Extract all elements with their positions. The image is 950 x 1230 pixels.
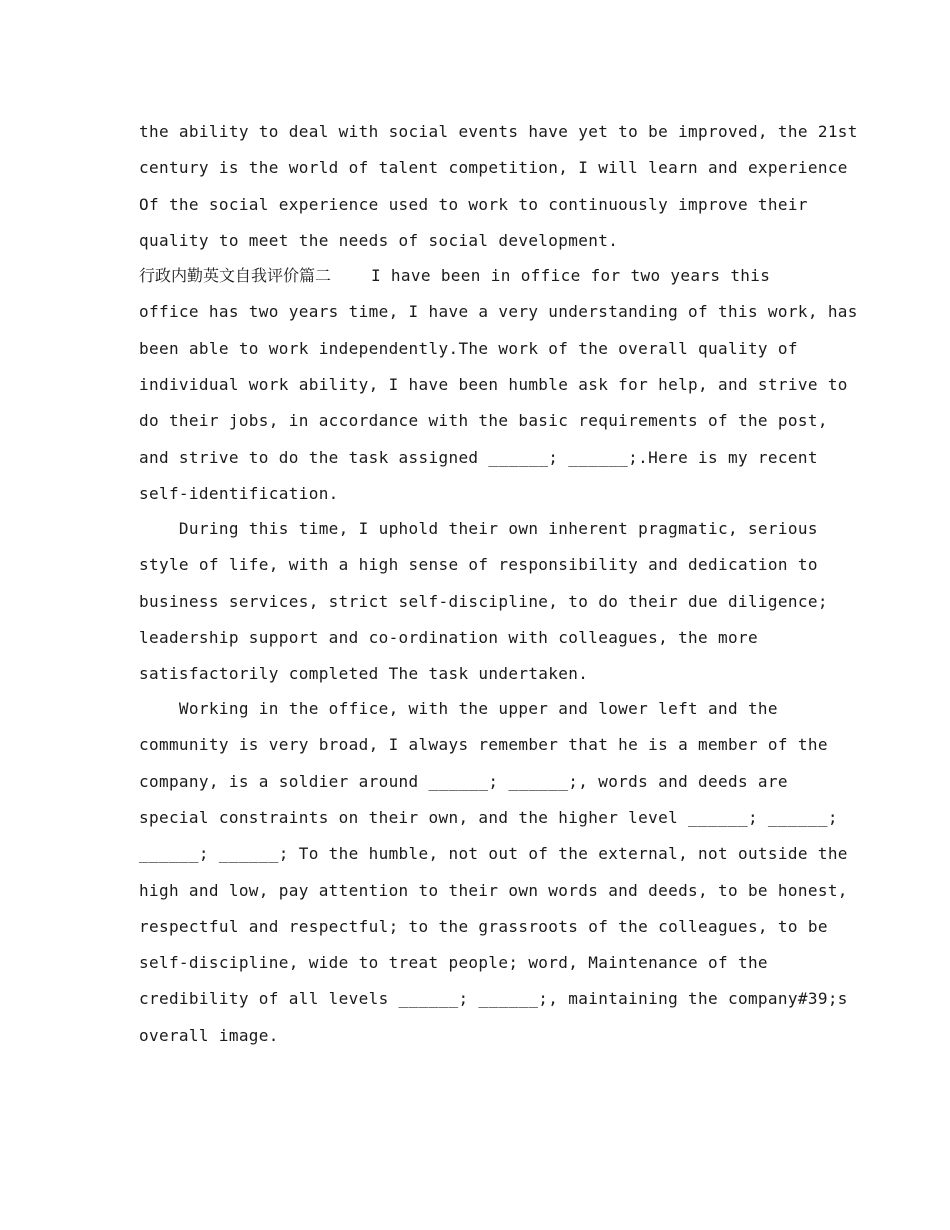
- body-line-12: During this time, I uphold their own inherent pragmatic, serious: [139, 519, 818, 538]
- body-line-14: business services, strict self-discipline, to do their due diligence;: [139, 592, 828, 611]
- body-line-15: leadership support and co-ordination with colleagues, the more: [139, 628, 758, 647]
- body-line-26: overall image.: [139, 1026, 279, 1045]
- body-line-9: do their jobs, in accordance with the basic requirements of the post,: [139, 411, 828, 430]
- body-line-25: credibility of all levels ______; ______;, maintaining the company#39;s: [139, 989, 848, 1008]
- body-line-7: been able to work independently.The work of the overall quality of: [139, 339, 798, 358]
- body-line-3: Of the social experience used to work to continuously improve their: [139, 195, 808, 214]
- body-line-22: high and low, pay attention to their own words and deeds, to be honest,: [139, 881, 848, 900]
- section-heading: 行政内勤英文自我评价篇二: [139, 266, 332, 285]
- section-heading-line: [139, 266, 770, 286]
- body-line-18: community is very broad, I always remember that he is a member of the: [139, 735, 828, 754]
- body-line-5: I have been in office for two years this: [331, 266, 771, 285]
- body-line-1: the ability to deal with social events have yet to be improved, the 21st: [139, 122, 858, 141]
- body-line-21: ______; ______; To the humble, not out of the external, not outside the: [139, 844, 848, 863]
- body-line-16: satisfactorily completed The task undertaken.: [139, 664, 589, 683]
- body-line-20: special constraints on their own, and the higher level ______; ______;: [139, 808, 838, 827]
- body-line-13: style of life, with a high sense of responsibility and dedication to: [139, 555, 818, 574]
- body-line-11: self-identification.: [139, 484, 339, 503]
- body-line-6: office has two years time, I have a very understanding of this work, has: [139, 302, 858, 321]
- body-line-17: Working in the office, with the upper and lower left and the: [139, 699, 778, 718]
- body-line-19: company, is a soldier around ______; ______;, words and deeds are: [139, 772, 788, 791]
- body-line-24: self-discipline, wide to treat people; word, Maintenance of the: [139, 953, 768, 972]
- body-line-4: quality to meet the needs of social development.: [139, 231, 619, 250]
- body-line-23: respectful and respectful; to the grassroots of the colleagues, to be: [139, 917, 828, 936]
- body-line-2: century is the world of talent competition, I will learn and experience: [139, 158, 848, 177]
- body-line-8: individual work ability, I have been humble ask for help, and strive to: [139, 375, 848, 394]
- body-line-10: and strive to do the task assigned ______; ______;.Here is my recent: [139, 448, 818, 467]
